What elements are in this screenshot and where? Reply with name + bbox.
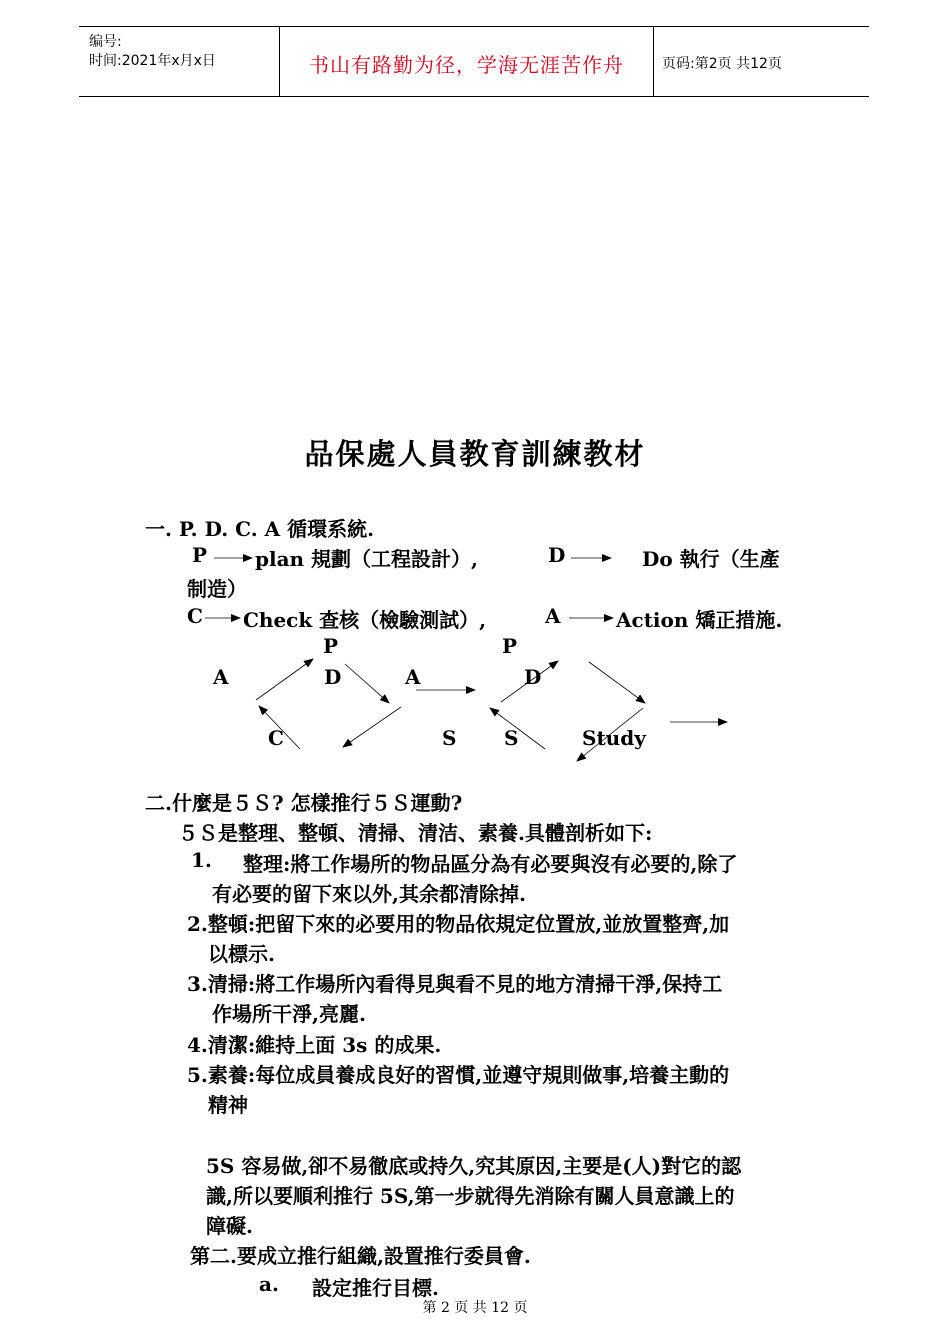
- header-page-number: 页码:第2页 共12页: [662, 56, 782, 72]
- item1-line2: 有必要的留下來以外,其余都清除掉.: [212, 882, 526, 906]
- section2-heading: 二.什麼是５Ｓ? 怎樣推行５Ｓ運動?: [145, 791, 463, 815]
- section2-intro: ５Ｓ是整理、整頓、清掃、清洁、素養.具體剖析如下:: [178, 821, 653, 845]
- cycle-s-right: S: [504, 726, 519, 750]
- pdca-d-letter: D: [548, 543, 566, 567]
- item3-line2: 作場所干淨,亮麗.: [212, 1002, 366, 1026]
- item4: 4.清潔:維持上面 3s 的成果.: [187, 1033, 442, 1057]
- header-time: 时间:2021年x月x日: [89, 53, 216, 69]
- item1-number: 1.: [191, 848, 212, 872]
- arrow-right-p-to-d: [589, 662, 645, 703]
- page-footer: 第 2 页 共 12 页: [422, 1300, 528, 1316]
- item5-line2: 精神: [208, 1093, 248, 1117]
- header-motto: 书山有路勤为径，学海无涯苦作舟: [309, 53, 624, 77]
- item2-line2: 以標示.: [208, 942, 275, 966]
- arrow-right-s-to-a: [490, 708, 545, 749]
- item2-line1: 2.整頓:把留下來的必要用的物品依規定位置放,並放置整齊,加: [187, 912, 730, 936]
- arrow-a-to-p: [256, 659, 313, 700]
- cycle-study: Study: [582, 726, 646, 750]
- pdca-p-text: plan 規劃（工程設計）,: [255, 547, 479, 571]
- pdca-d-text: Do 執行（生產: [642, 547, 780, 571]
- cycle-right-p: P: [502, 634, 518, 658]
- cycle-right-d: D: [524, 665, 542, 689]
- item5-line1: 5.素養:每位成員養成良好的習慣,並遵守規則做事,培養主動的: [187, 1063, 730, 1087]
- pdca-a-text: Action 矯正措施.: [616, 608, 783, 632]
- header-code: 编号:: [89, 34, 122, 50]
- cycle-left-p: P: [323, 634, 339, 658]
- cycle-left-a: A: [213, 665, 229, 689]
- paragraph-line1: 5S 容易做,卻不易徹底或持久,究其原因,主要是(人)對它的認: [206, 1154, 742, 1178]
- cycle-s-left: S: [442, 726, 457, 750]
- pdca-d-text-cont: 制造）: [187, 577, 247, 601]
- arrow-c-to-a: [259, 706, 300, 749]
- sub-a-label: a.: [259, 1272, 279, 1296]
- sub-a-text: 設定推行目標.: [312, 1276, 439, 1300]
- arrow-right-a-to-p: [501, 661, 558, 702]
- arrow-p-to-d: [345, 664, 389, 703]
- pdca-c-letter: C: [187, 604, 203, 628]
- pdca-c-text: Check 查核（檢驗測試）,: [243, 608, 487, 632]
- paragraph-line2: 識,所以要順利推行 5S,第一步就得先消除有關人員意識上的: [206, 1184, 735, 1208]
- document-title: 品保處人員教育訓練教材: [304, 437, 646, 471]
- cycle-left-d: D: [324, 665, 342, 689]
- item3-line1: 3.清掃:將工作場所內看得見與看不見的地方清掃干淨,保持工: [187, 972, 723, 996]
- pdca-a-letter: A: [545, 604, 561, 628]
- section1-heading: 一. P. D. C. A 循環系統.: [145, 517, 375, 541]
- arrow-right-d-to-study: [577, 708, 643, 761]
- cycle-right-a: A: [405, 665, 421, 689]
- cycle-left-c: C: [268, 726, 284, 750]
- pdca-p-letter: P: [192, 543, 208, 567]
- second-step: 第二.要成立推行組織,設置推行委員會.: [190, 1244, 531, 1268]
- item1-line1: 整理:將工作場所的物品區分為有必要與沒有必要的,除了: [243, 852, 738, 876]
- paragraph-line3: 障礙.: [206, 1214, 253, 1238]
- arrow-d-to-c: [343, 707, 401, 747]
